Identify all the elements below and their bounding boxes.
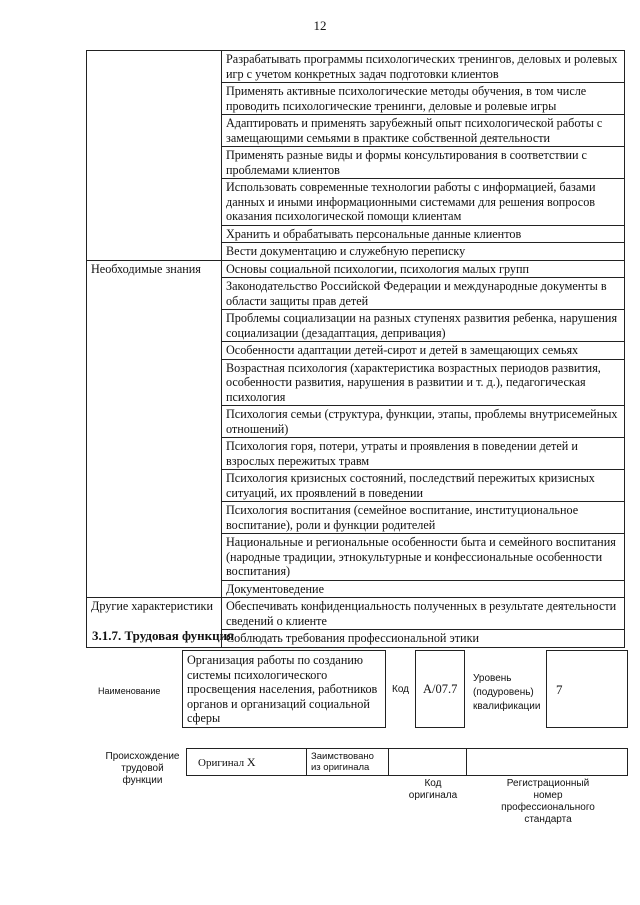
table-row	[87, 260, 625, 278]
row-text: Применять активные психологические методы обучения, в том числе проводить психологические тренинги, деловые и ролевые игры	[222, 83, 625, 115]
row-text: Применять разные виды и формы консультирования в соответствии с проблемами клиентов	[222, 147, 625, 179]
code-value: А/07.7	[423, 682, 458, 696]
row-text: Соблюдать требования профессиональной этики	[222, 630, 625, 648]
original-label: Оригинал	[198, 757, 245, 769]
table-row	[87, 598, 625, 630]
row-text: Разрабатывать программы психологических тренингов, деловых и ролевых игр с учетом конкретных задач подготовки клиентов	[222, 51, 625, 83]
row-text: Адаптировать и применять зарубежный опыт психологической работы с замещающими семьями в практике собственной деятельности	[222, 115, 625, 147]
function-name-box	[182, 650, 386, 728]
row-text: Основы социальной психологии, психология малых групп	[222, 260, 625, 278]
row-text: Вести документацию и служебную переписку	[222, 243, 625, 261]
code-original-caption: Код оригинала	[408, 778, 458, 801]
name-label: Наименование	[98, 686, 161, 696]
function-name-value: Организация работы по созданию системы психологического просвещения населения, работников органов и организаций социальной сферы	[187, 653, 378, 725]
table-row	[87, 51, 625, 83]
reg-number-caption: Регистрационный номер профессионального стандарта	[501, 778, 595, 825]
original-mark: X	[246, 755, 256, 769]
row-label: Необходимые знания	[87, 260, 222, 598]
level-box	[546, 650, 628, 728]
row-text: Национальные и региональные особенности быта и семейного воспитания (народные традиции, этнокультурные и конфессиональные особенности воспитания)	[222, 534, 625, 581]
row-text: Законодательство Российской Федерации и международные документы в области защиты прав детей	[222, 278, 625, 310]
level-value: 7	[556, 682, 563, 697]
borrowed-label: Заимствовано из оригинала	[311, 751, 374, 773]
row-text: Проблемы социализации на разных ступенях развития ребенка, нарушения социализации (дезадаптация, депривация)	[222, 310, 625, 342]
section-heading: 3.1.7. Трудовая функция	[92, 628, 235, 643]
row-text: Особенности адаптации детей-сирот и детей в замещающих семьях	[222, 342, 625, 360]
row-text: Обеспечивать конфиденциальность полученных в результате деятельности сведений о клиенте	[222, 598, 625, 630]
requirements-table	[86, 50, 625, 648]
row-text: Психология воспитания (семейное воспитание, институциональное воспитание), роли и функции родителей	[222, 502, 625, 534]
row-text: Психология кризисных состояний, последствий пережитых кризисных ситуаций, их проявлений в поведении	[222, 470, 625, 502]
row-text: Психология горя, потери, утраты и проявления в поведении детей и взрослых пережитых травм	[222, 438, 625, 470]
code-box	[415, 650, 465, 728]
row-text: Документоведение	[222, 580, 625, 598]
row-label: Другие характеристики	[87, 598, 222, 648]
row-text: Использовать современные технологии работы с информацией, базами данных и иными информационными системами для решения вопросов оказания психологической помощи клиентам	[222, 179, 625, 226]
row-text: Хранить и обрабатывать персональные данные клиентов	[222, 225, 625, 243]
row-text: Возрастная психология (характеристика возрастных периодов развития, особенности развития, нарушения в развитии и т. д.), педагогическая психология	[222, 359, 625, 406]
row-text: Психология семьи (структура, функции, этапы, проблемы внутрисемейных отношений)	[222, 406, 625, 438]
row-label	[87, 51, 222, 261]
origin-label: Происхождение трудовой функции	[105, 751, 180, 786]
code-label: Код	[392, 684, 410, 695]
level-label: Уровень (подуровень) квалификации	[473, 673, 541, 712]
page-number: 12	[313, 18, 327, 33]
original-cell	[198, 755, 256, 770]
